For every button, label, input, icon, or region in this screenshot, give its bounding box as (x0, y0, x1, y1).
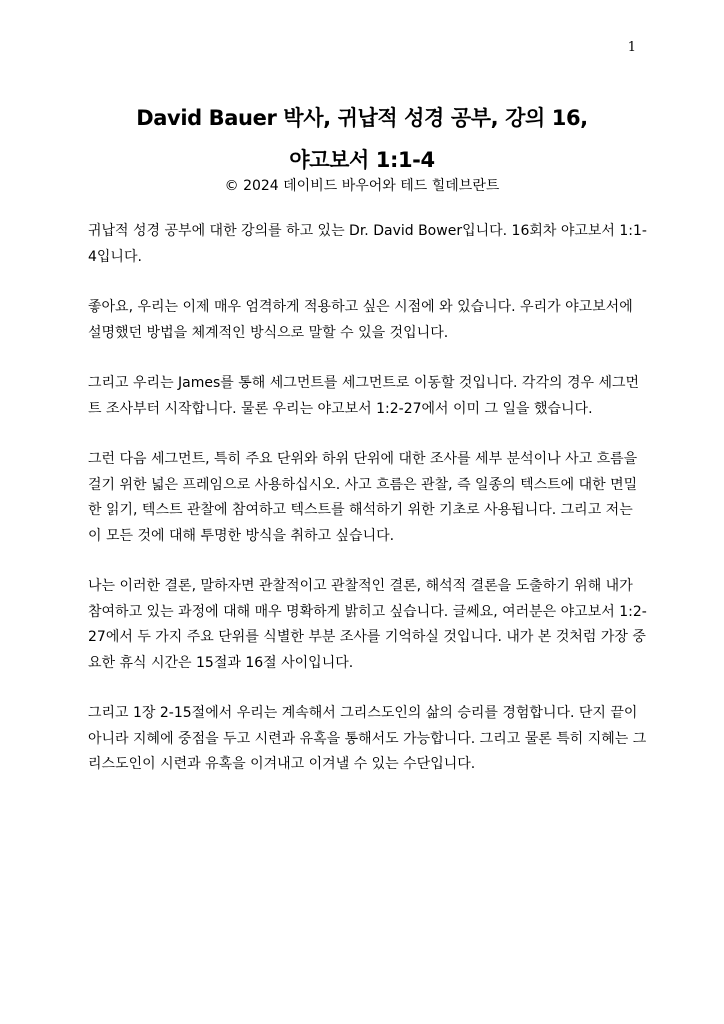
paragraph: 좋아요, 우리는 이제 매우 엄격하게 적용하고 싶은 시점에 와 있습니다. 우리가 야고보서에 설명했던 방법을 체계적인 방식으로 말할 수 있을 것입니다. (88, 299, 633, 341)
document-title (0, 97, 724, 181)
paragraph: 나는 이러한 결론, 말하자면 관찰적이고 관찰적인 결론, 해석적 결론을 도출하기 위해 내가 참여하고 있는 과정에 대해 매우 명확하게 밝히고 싶습니다. 글쎄요, 여러분은 야고보서 1:2-27에서 두 가지 주요 단위를 식별한 부분 조사를 기억하실 것입니다. 내가 본 것처럼 가장 중요한 휴식 시간은 15절과 16절 사이입니다. (88, 578, 647, 671)
body-text (88, 219, 648, 803)
title-line-2: 야고보서 1:1-4 (289, 148, 435, 172)
title-line-1: David Bauer 박사, 귀납적 성경 공부, 강의 16, (136, 106, 588, 130)
paragraph: 그리고 1장 2-15절에서 우리는 계속해서 그리스도인의 삶의 승리를 경험합니다. 단지 끝이 아니라 지혜에 중점을 두고 시련과 유혹을 통해서도 가능합니다. 그리고 물론 특히 지혜는 그리스도인이 시련과 유혹을 이겨내고 이겨낼 수 있는 수단입니다. (88, 705, 647, 772)
page-number: 1 (627, 40, 636, 55)
paragraph: 그리고 우리는 James를 통해 세그먼트를 세그먼트로 이동할 것입니다. 각각의 경우 세그먼트 조사부터 시작합니다. 물론 우리는 야고보서 1:2-27에서 이미 그 일을 했습니다. (88, 375, 640, 417)
copyright-notice: © 2024 데이비드 바우어와 테드 힐데브란트 (224, 178, 500, 194)
paragraph: 귀납적 성경 공부에 대한 강의를 하고 있는 Dr. David Bower입니다. 16회차 야고보서 1:1-4입니다. (88, 223, 647, 265)
paragraph: 그런 다음 세그먼트, 특히 주요 단위와 하위 단위에 대한 조사를 세부 분석이나 사고 흐름을 걸기 위한 넓은 프레임으로 사용하십시오. 사고 흐름은 관찰, 즉 일종의 텍스트에 대한 면밀한 읽기, 텍스트 관찰에 참여하고 텍스트를 해석하기 위한 기초로 사용됩니다. 그리고 저는 이 모든 것에 대해 투명한 방식을 취하고 싶습니다. (88, 451, 638, 544)
